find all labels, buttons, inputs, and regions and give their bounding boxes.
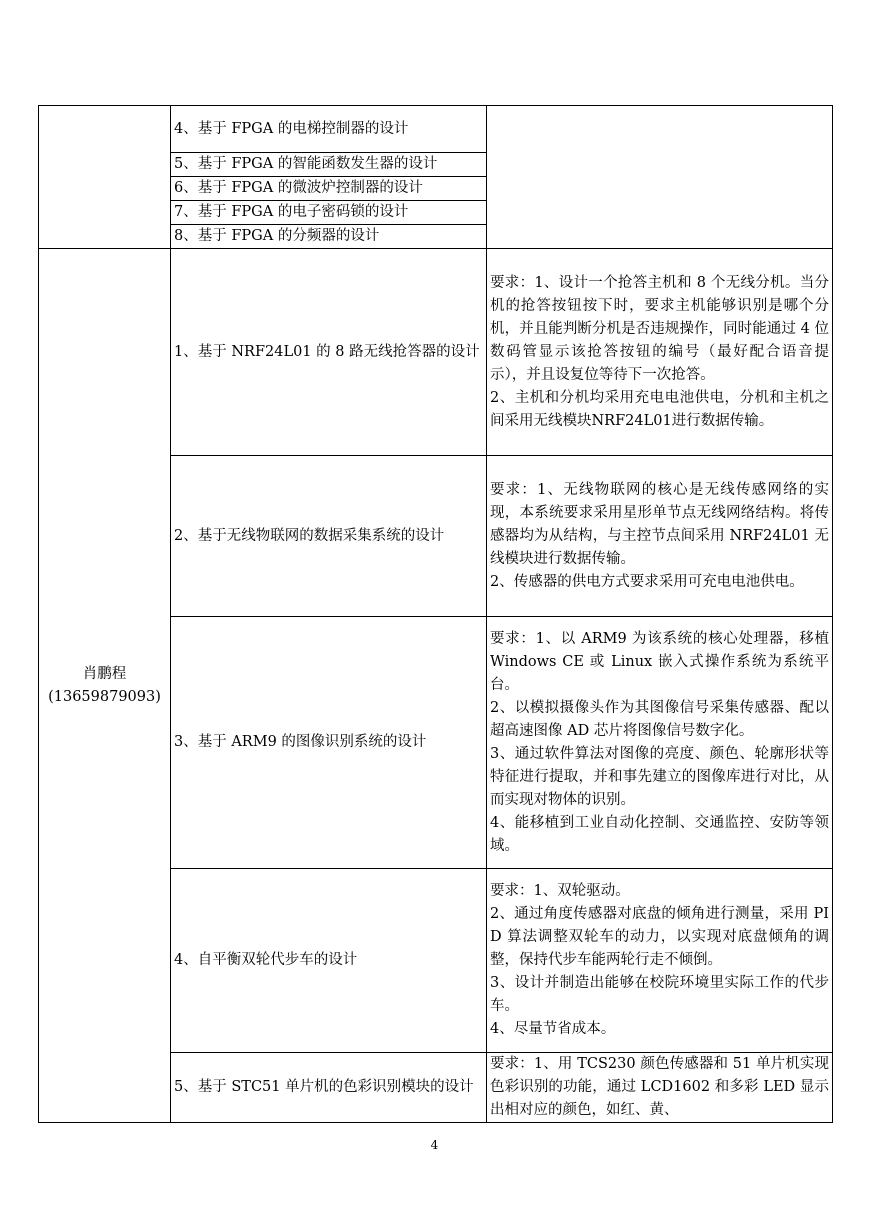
requirement-text: 要求：1、以 ARM9 为该系统的核心处理器，移植 Windows CE 或 Linux 嵌入式操作系统为系统平台。 — [490, 630, 829, 693]
project-title: 5、基于 STC51 单片机的色彩识别模块的设计 — [171, 1053, 487, 1123]
topic-cell: 4、基于 FPGA 的电梯控制器的设计 — [171, 106, 487, 153]
requirement-text: 2、通过角度传感器对底盘的倾角进行测量，采用 PID 算法调整双轮车的动力，以实现对底盘倾角的调整，保持代步车能两轮行走不倾倒。 — [490, 906, 829, 968]
project-requirements — [487, 456, 833, 617]
advisor-cell-empty — [39, 106, 171, 249]
requirement-text: 2、以模拟摄像头作为其图像信号采集传感器、配以超高速图像 AD 芯片将图像信号数字化。 — [490, 699, 829, 739]
requirement-text: 要求：1、双轮驱动。 — [490, 883, 630, 899]
project-requirements — [487, 869, 833, 1053]
project-title: 1、基于 NRF24L01 的 8 路无线抢答器的设计 — [171, 249, 487, 456]
requirement-text: 4、尽量节省成本。 — [490, 1021, 616, 1037]
requirement-text: 2、传感器的供电方式要求采用可充电电池供电。 — [490, 573, 804, 590]
project-title: 3、基于 ARM9 的图像识别系统的设计 — [171, 617, 487, 869]
project-requirements — [487, 249, 833, 456]
requirement-text: 3、通过软件算法对图像的亮度、颜色、轮廓形状等特征进行提取，并和事先建立的图像库进行对比，从而实现对物体的识别。 — [490, 745, 829, 808]
project-title: 4、自平衡双轮代步车的设计 — [171, 869, 487, 1053]
table-row — [39, 106, 833, 153]
project-requirements — [487, 1053, 833, 1123]
advisor-phone: (13659879093) — [48, 688, 161, 705]
requirement-text: 要求：1、设计一个抢答主机和 8 个无线分机。当分机的抢答按钮按下时，要求主机能够识别是哪个分机，并且能判断分机是否违规操作，同时能通过 4 位数码管显示该抢答按钮的编号（最好配合语音提示），并且设复位等待下一次抢答。 — [490, 274, 829, 383]
topic-cell: 6、基于 FPGA 的微波炉控制器的设计 — [171, 177, 487, 201]
requirement-text: 3、设计并制造出能够在校院环境里实际工作的代步车。 — [490, 975, 829, 1014]
topic-cell: 5、基于 FPGA 的智能函数发生器的设计 — [171, 153, 487, 177]
advisor-name: 肖鹏程 — [82, 665, 127, 682]
requirement-text: 要求：1、用 TCS230 颜色传感器和 51 单片机实现色彩识别的功能，通过 LCD1602 和多彩 LED 显示出相对应的颜色，如红、黄、 — [490, 1056, 829, 1118]
advisor-cell — [39, 249, 171, 1123]
requirement-text: 4、能移植到工业自动化控制、交通监控、安防等领域。 — [490, 814, 829, 854]
project-title: 2、基于无线物联网的数据采集系统的设计 — [171, 456, 487, 617]
topic-cell: 8、基于 FPGA 的分频器的设计 — [171, 225, 487, 249]
project-requirements — [487, 617, 833, 869]
table-row — [39, 249, 833, 456]
topics-table — [38, 105, 833, 1123]
requirement-text: 2、主机和分机均采用充电电池供电，分机和主机之间采用无线模块NRF24L01进行数据传输。 — [490, 389, 829, 429]
page-number: 4 — [430, 1138, 439, 1152]
requirement-text: 要求：1、无线物联网的核心是无线传感网络的实现，本系统要求采用星形单节点无线网络结构。将传感器均为从结构，与主控节点间采用 NRF24L01 无线模块进行数据传输。 — [490, 481, 829, 567]
topic-cell: 7、基于 FPGA 的电子密码锁的设计 — [171, 201, 487, 225]
requirement-cell-empty — [487, 106, 833, 249]
